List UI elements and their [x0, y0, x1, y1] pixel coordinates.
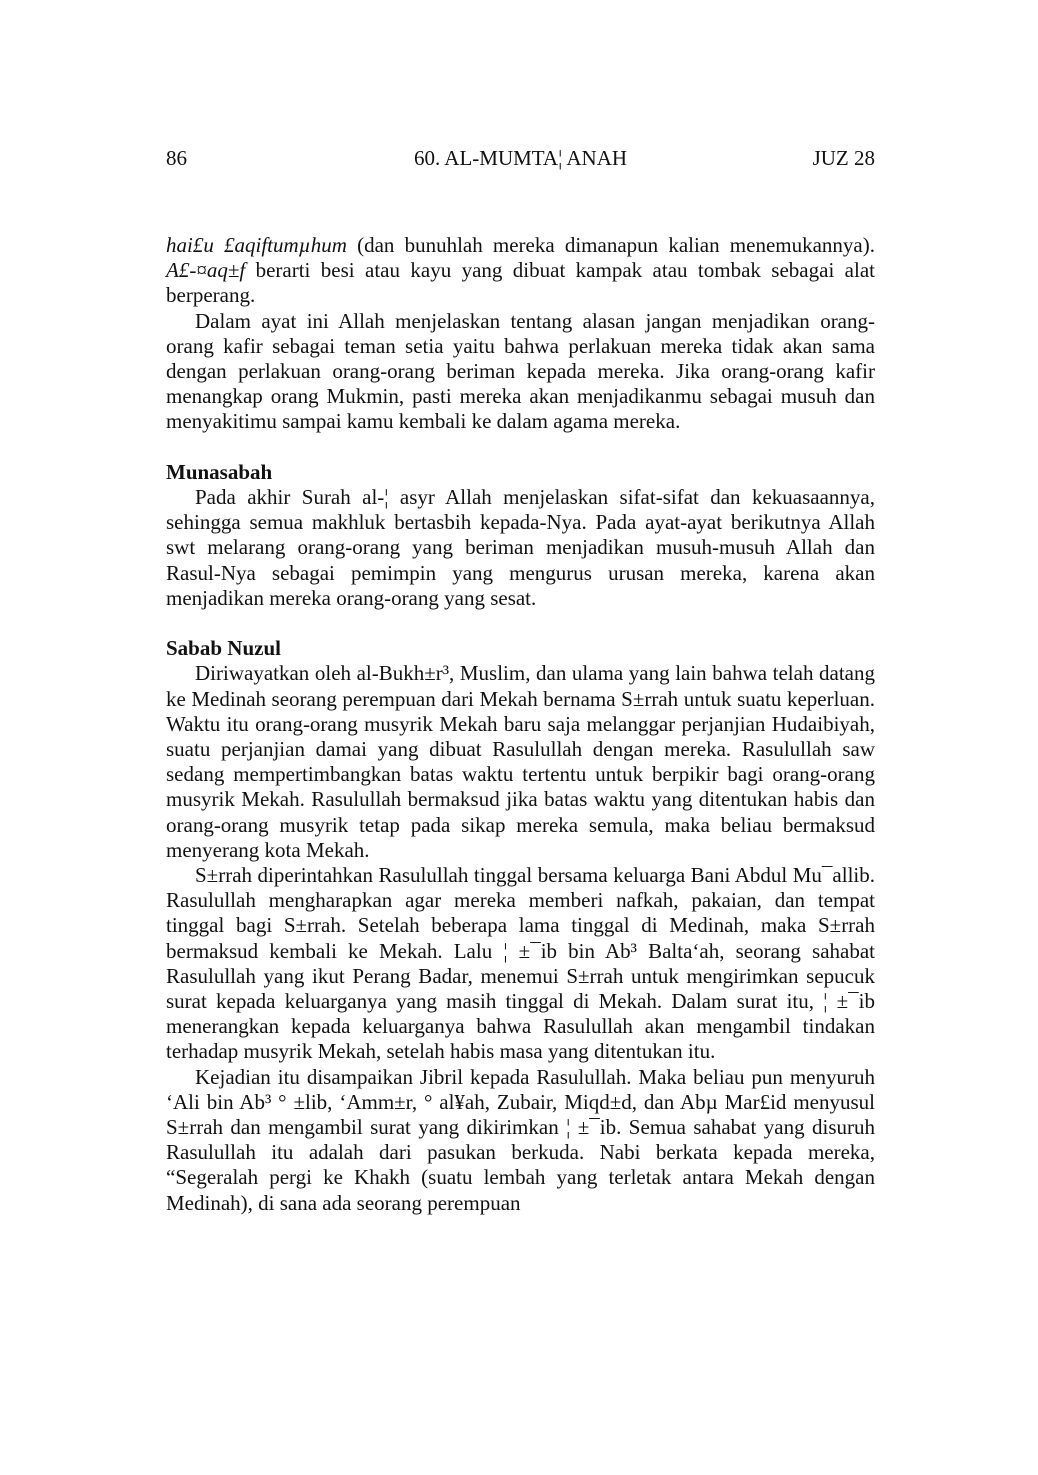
juz-label: JUZ 28	[812, 146, 875, 170]
sabab-nuzul-heading: Sabab Nuzul	[166, 636, 281, 661]
page-body	[166, 233, 875, 1216]
intro-text-2: berarti besi atau kayu yang dibuat kampak atau tombak sebagai alat berperang.	[166, 258, 875, 308]
section-gap	[166, 611, 875, 636]
section-gap	[166, 435, 875, 460]
intro-paragraph-2: Dalam ayat ini Allah menjelaskan tentang alasan jangan menjadikan orang-orang kafir sebagai teman setia yaitu bahwa perlakuan mereka tidak akan sama dengan perlakuan orang-orang beriman kepada mereka. Jika orang-orang kafir menangkap orang Mukmin, pasti mereka akan menjadikanmu sebagai musuh dan menyakitimu sampai kamu kembali ke dalam agama mereka.	[166, 308, 875, 434]
munasabah-paragraph: Pada akhir Surah al-¦ asyr Allah menjelaskan sifat-sifat dan kekuasaannya, sehingga semua makhluk bertasbih kepada-Nya. Pada ayat-ayat berikutnya Allah swt melarang orang-orang yang beriman menjadikan musuh-musuh Allah dan Rasul-Nya sebagai pemimpin yang mengurus urusan mereka, karena akan menjadikan mereka orang-orang yang sesat.	[166, 485, 875, 610]
intro-italic-term: A£-¤aq±f	[166, 258, 246, 283]
munasabah-heading: Munasabah	[166, 459, 273, 484]
sabab-nuzul-paragraph-2: S±rrah diperintahkan Rasulullah tinggal bersama keluarga Bani Abdul Mu¯allib. Rasulullah mengharapkan agar mereka memberi nafkah, pakaian, dan tempat tinggal bagi S±rrah. Setelah beberapa lama tinggal di Medinah, maka S±rrah bermaksud kembali ke Mekah. Lalu ¦ ±¯ib bin Ab³ Balta‘ah, seorang sahabat Rasulullah yang ikut Perang Badar, menemui S±rrah untuk mengirimkan sepucuk surat kepada keluarganya yang masih tinggal di Mekah. Dalam surat itu, ¦ ±¯ib menerangkan kepada keluarganya bahwa Rasulullah akan mengambil tindakan terhadap musyrik Mekah, setelah habis masa yang ditentukan itu.	[166, 863, 875, 1064]
page-number: 86	[166, 146, 187, 170]
page-header	[166, 143, 875, 173]
sabab-nuzul-paragraph-1: Diriwayatkan oleh al-Bukh±r³, Muslim, dan ulama yang lain bahwa telah datang ke Medinah seorang perempuan dari Mekah bernama S±rrah untuk suatu keperluan. Waktu itu orang-orang musyrik Mekah baru saja melanggar perjanjian Hudaibiyah, suatu perjanjian damai yang dibuat Rasulullah dengan mereka. Rasulullah saw sedang mempertimbangkan batas waktu tertentu untuk berpikir bagi orang-orang musyrik Mekah. Rasulullah bermaksud jika batas waktu yang ditentukan habis dan orang-orang musyrik tetap pada sikap mereka semula, maka beliau bermaksud menyerang kota Mekah.	[166, 661, 875, 862]
chapter-title: 60. AL-MUMTA¦ ANAH	[413, 146, 628, 170]
intro-text-1: (dan bunuhlah mereka dimanapun kalian menemukannya).	[346, 233, 875, 257]
sabab-nuzul-paragraph-3: Kejadian itu disampaikan Jibril kepada Rasulullah. Maka beliau pun menyuruh ‘Ali bin Ab³ ° ±lib, ‘Amm±r, ° al¥ah, Zubair, Miqd±d, dan Abµ Mar£id menyusul S±rrah dan mengambil surat yang dikirimkan ¦ ±¯ib. Semua sahabat yang disuruh Rasulullah itu adalah dari pasukan berkuda. Nabi berkata kepada mereka, “Segeralah pergi ke Khakh (suatu lembah yang terletak antara Mekah dengan Medinah), di sana ada seorang perempuan	[166, 1064, 875, 1215]
intro-italic-phrase: hai£u £aqiftumµhum	[166, 233, 347, 257]
intro-paragraph-1	[166, 233, 875, 309]
